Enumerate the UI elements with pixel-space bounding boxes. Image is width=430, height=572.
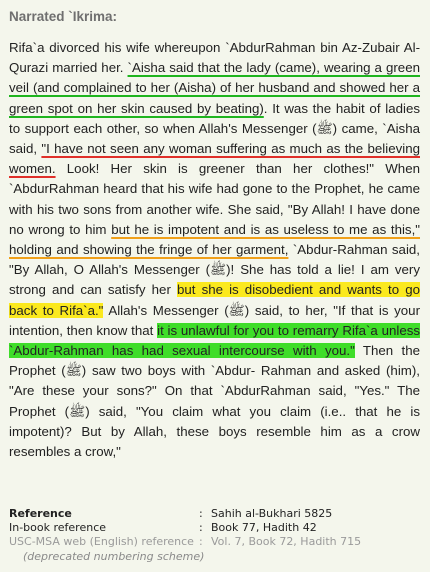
usc-reference-row: [9, 535, 424, 549]
reference-block: [9, 507, 424, 564]
hadith-segment: . It was the habit of ladies to support each other, so when Allah's Messenger (ﷺ) came, `Aisha said,: [9, 100, 420, 157]
deprecated-numbering-note: (deprecated numbering scheme): [23, 549, 205, 563]
inbook-reference-row: [9, 521, 424, 535]
reference-row: [9, 507, 424, 521]
reference-value[interactable]: Sahih al-Bukhari 5825: [211, 507, 333, 520]
inbook-reference-label: In-book reference: [9, 521, 107, 535]
narrator-heading: Narrated `Ikrima:: [9, 9, 118, 24]
hadith-text: [9, 38, 420, 462]
reference-label: Reference: [9, 507, 72, 520]
inbook-reference-value: Book 77, Hadith 42: [211, 521, 317, 535]
inbook-reference-colon: :: [199, 521, 203, 535]
hadith-segment: Look! Her skin is greener than her clothes!" When `AbdurRahman heard that his wife had gone to the Prophet, he came with his two sons from another wife. She said, "By Allah! I have done no wrong to him: [9, 161, 420, 237]
reference-colon: :: [199, 507, 203, 520]
usc-reference-colon: :: [199, 535, 203, 549]
usc-reference-value: Vol. 7, Book 72, Hadith 715: [211, 535, 362, 549]
green-underlined-passage: `Aisha said that the lady (came), wearing a green veil (and complained to her (Aisha) of her husband and showed her a green spot on her skin caused by beating): [9, 60, 420, 116]
usc-reference-label: USC-MSA web (English) reference: [9, 535, 194, 549]
red-underlined-passage: "I have not seen any woman suffering as much as the believing women.: [9, 141, 420, 177]
orange-underlined-passage: but he is impotent and is as useless to me as this," holding and showing the fringe of her garment,: [9, 221, 420, 258]
hadith-segment: `Abdur-Rahman said, "By Allah, O Allah's Messenger (ﷺ)! She has told a lie! I am very strong and can satisfy her: [9, 242, 420, 298]
green-highlighted-passage: it is unlawful for you to remarry Rifa`a unless `Abdur-Rahman has had sexual intercourse with you.": [9, 322, 421, 359]
hadith-segment: Allah's Messenger (ﷺ) said, to her, "If that is your intention, then know that: [9, 302, 421, 338]
yellow-highlighted-passage: but she is disobedient and wants to go back to Rifa`a.": [9, 282, 421, 318]
hadith-segment: Then the Prophet (ﷺ) saw two boys with `Abdur- Rahman and asked (him), "Are these your sons?" On that `AbdurRahman said, "Yes." The Prophet (ﷺ) said, "You claim what you claim (i.e.. that he is impotent)? But by Allah, these boys resemble him as a crow resembles a crow,": [9, 343, 420, 460]
hadith-segment: Rifa`a divorced his wife whereupon `AbdurRahman bin Az-Zubair Al-Qurazi married her.: [9, 40, 420, 76]
